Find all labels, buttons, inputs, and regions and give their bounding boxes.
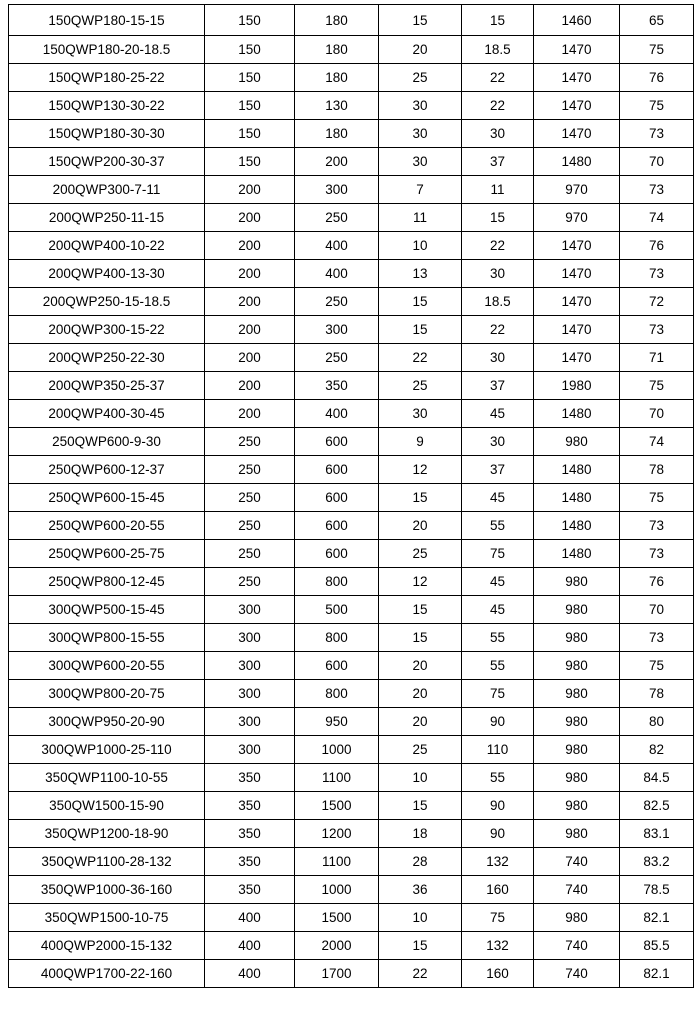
cell-power: 45 [462,484,534,512]
table-row [9,456,694,484]
cell-head: 25 [379,540,462,568]
cell-model: 350QWP1500-10-75 [9,904,205,932]
cell-power: 18.5 [462,36,534,64]
cell-head: 20 [379,708,462,736]
cell-bore: 150 [205,148,295,176]
cell-efficiency: 80 [620,708,694,736]
cell-efficiency: 76 [620,64,694,92]
cell-efficiency: 73 [620,512,694,540]
cell-speed: 980 [534,652,620,680]
cell-power: 22 [462,64,534,92]
cell-flow: 180 [295,5,379,36]
cell-power: 75 [462,904,534,932]
cell-bore: 200 [205,316,295,344]
cell-head: 18 [379,820,462,848]
cell-efficiency: 73 [620,316,694,344]
cell-power: 37 [462,456,534,484]
cell-head: 12 [379,456,462,484]
cell-speed: 980 [534,736,620,764]
cell-flow: 600 [295,484,379,512]
cell-flow: 2000 [295,932,379,960]
cell-power: 90 [462,708,534,736]
cell-flow: 350 [295,372,379,400]
cell-flow: 250 [295,204,379,232]
cell-head: 20 [379,680,462,708]
cell-model: 300QWP800-20-75 [9,680,205,708]
pump-spec-table [8,4,694,988]
cell-flow: 600 [295,540,379,568]
cell-model: 350QWP1200-18-90 [9,820,205,848]
cell-power: 18.5 [462,288,534,316]
cell-efficiency: 75 [620,484,694,512]
cell-speed: 970 [534,176,620,204]
cell-speed: 740 [534,960,620,988]
cell-speed: 980 [534,904,620,932]
cell-bore: 250 [205,428,295,456]
table-row [9,344,694,372]
cell-flow: 600 [295,512,379,540]
table-row [9,36,694,64]
cell-efficiency: 72 [620,288,694,316]
cell-power: 45 [462,568,534,596]
cell-bore: 400 [205,904,295,932]
cell-model: 300QWP950-20-90 [9,708,205,736]
cell-bore: 400 [205,960,295,988]
cell-power: 45 [462,400,534,428]
cell-power: 55 [462,652,534,680]
cell-flow: 800 [295,624,379,652]
cell-head: 36 [379,876,462,904]
cell-bore: 250 [205,540,295,568]
cell-power: 90 [462,792,534,820]
cell-speed: 980 [534,764,620,792]
cell-efficiency: 65 [620,5,694,36]
cell-model: 150QWP130-30-22 [9,92,205,120]
table-row [9,764,694,792]
table-row [9,372,694,400]
table-row [9,904,694,932]
table-row [9,316,694,344]
cell-model: 250QWP600-12-37 [9,456,205,484]
cell-model: 200QWP400-30-45 [9,400,205,428]
cell-efficiency: 74 [620,204,694,232]
table-row [9,5,694,36]
cell-flow: 1000 [295,876,379,904]
cell-speed: 980 [534,428,620,456]
cell-speed: 980 [534,792,620,820]
cell-head: 22 [379,344,462,372]
cell-flow: 180 [295,36,379,64]
cell-bore: 300 [205,596,295,624]
cell-model: 200QWP250-15-18.5 [9,288,205,316]
table-row [9,932,694,960]
cell-model: 150QWP180-30-30 [9,120,205,148]
cell-bore: 200 [205,288,295,316]
cell-model: 200QWP400-13-30 [9,260,205,288]
cell-model: 150QWP200-30-37 [9,148,205,176]
cell-efficiency: 78 [620,456,694,484]
cell-power: 22 [462,316,534,344]
table-row [9,876,694,904]
cell-head: 15 [379,484,462,512]
cell-efficiency: 78.5 [620,876,694,904]
cell-bore: 300 [205,624,295,652]
cell-head: 28 [379,848,462,876]
cell-head: 25 [379,736,462,764]
table-row [9,820,694,848]
cell-flow: 400 [295,400,379,428]
cell-bore: 300 [205,652,295,680]
cell-head: 22 [379,960,462,988]
table-row [9,120,694,148]
cell-power: 15 [462,5,534,36]
cell-power: 15 [462,204,534,232]
cell-efficiency: 76 [620,232,694,260]
cell-power: 22 [462,92,534,120]
cell-bore: 200 [205,232,295,260]
cell-efficiency: 70 [620,400,694,428]
cell-speed: 1470 [534,260,620,288]
cell-model: 300QWP1000-25-110 [9,736,205,764]
cell-head: 30 [379,120,462,148]
cell-flow: 1700 [295,960,379,988]
cell-speed: 1480 [534,484,620,512]
table-row [9,176,694,204]
cell-flow: 600 [295,456,379,484]
cell-head: 15 [379,624,462,652]
cell-flow: 1500 [295,792,379,820]
cell-model: 200QWP350-25-37 [9,372,205,400]
cell-head: 7 [379,176,462,204]
cell-power: 75 [462,540,534,568]
cell-bore: 350 [205,848,295,876]
cell-speed: 1470 [534,288,620,316]
cell-speed: 980 [534,680,620,708]
cell-bore: 350 [205,764,295,792]
cell-flow: 180 [295,120,379,148]
table-row [9,288,694,316]
table-row [9,400,694,428]
cell-head: 15 [379,792,462,820]
cell-speed: 1480 [534,456,620,484]
table-row [9,680,694,708]
cell-bore: 300 [205,736,295,764]
table-row [9,960,694,988]
cell-flow: 950 [295,708,379,736]
cell-model: 350QWP1100-28-132 [9,848,205,876]
cell-efficiency: 82 [620,736,694,764]
cell-power: 55 [462,764,534,792]
cell-head: 20 [379,652,462,680]
cell-flow: 200 [295,148,379,176]
table-row [9,92,694,120]
cell-power: 45 [462,596,534,624]
cell-speed: 1980 [534,372,620,400]
cell-efficiency: 75 [620,36,694,64]
cell-bore: 200 [205,204,295,232]
cell-speed: 1480 [534,400,620,428]
cell-speed: 980 [534,820,620,848]
cell-bore: 250 [205,456,295,484]
cell-flow: 800 [295,568,379,596]
cell-head: 10 [379,764,462,792]
cell-flow: 500 [295,596,379,624]
cell-head: 15 [379,932,462,960]
cell-efficiency: 73 [620,540,694,568]
cell-speed: 980 [534,596,620,624]
cell-bore: 300 [205,708,295,736]
cell-bore: 250 [205,568,295,596]
cell-flow: 600 [295,428,379,456]
cell-efficiency: 84.5 [620,764,694,792]
table-row [9,484,694,512]
cell-speed: 740 [534,932,620,960]
cell-head: 15 [379,316,462,344]
cell-head: 15 [379,288,462,316]
cell-efficiency: 83.1 [620,820,694,848]
cell-flow: 1500 [295,904,379,932]
cell-model: 400QWP1700-22-160 [9,960,205,988]
cell-efficiency: 71 [620,344,694,372]
cell-efficiency: 73 [620,176,694,204]
cell-head: 15 [379,5,462,36]
cell-bore: 150 [205,36,295,64]
cell-model: 250QWP800-12-45 [9,568,205,596]
cell-speed: 1470 [534,316,620,344]
cell-speed: 1470 [534,120,620,148]
cell-bore: 150 [205,120,295,148]
cell-power: 30 [462,344,534,372]
cell-head: 30 [379,148,462,176]
table-row [9,652,694,680]
table-row [9,204,694,232]
cell-model: 350QW1500-15-90 [9,792,205,820]
cell-flow: 250 [295,288,379,316]
cell-speed: 740 [534,876,620,904]
cell-speed: 1470 [534,64,620,92]
cell-speed: 1470 [534,36,620,64]
cell-flow: 250 [295,344,379,372]
table-row [9,792,694,820]
cell-efficiency: 73 [620,624,694,652]
cell-head: 20 [379,36,462,64]
cell-efficiency: 75 [620,372,694,400]
cell-model: 250QWP600-15-45 [9,484,205,512]
cell-power: 110 [462,736,534,764]
cell-flow: 1100 [295,848,379,876]
cell-model: 250QWP600-20-55 [9,512,205,540]
table-row [9,428,694,456]
cell-speed: 1480 [534,148,620,176]
cell-power: 11 [462,176,534,204]
cell-power: 37 [462,372,534,400]
cell-head: 10 [379,904,462,932]
cell-head: 10 [379,232,462,260]
cell-bore: 350 [205,876,295,904]
cell-power: 37 [462,148,534,176]
cell-bore: 150 [205,64,295,92]
table-row [9,624,694,652]
cell-head: 30 [379,400,462,428]
cell-model: 150QWP180-20-18.5 [9,36,205,64]
cell-efficiency: 82.1 [620,960,694,988]
cell-efficiency: 73 [620,260,694,288]
cell-flow: 1000 [295,736,379,764]
cell-head: 20 [379,512,462,540]
table-row [9,540,694,568]
cell-speed: 980 [534,624,620,652]
cell-head: 25 [379,64,462,92]
cell-head: 30 [379,92,462,120]
cell-bore: 150 [205,5,295,36]
cell-speed: 1480 [534,512,620,540]
cell-flow: 400 [295,260,379,288]
cell-speed: 1470 [534,232,620,260]
cell-flow: 1100 [295,764,379,792]
cell-flow: 180 [295,64,379,92]
cell-efficiency: 74 [620,428,694,456]
cell-efficiency: 70 [620,596,694,624]
cell-efficiency: 75 [620,652,694,680]
cell-power: 55 [462,624,534,652]
cell-bore: 200 [205,176,295,204]
cell-efficiency: 82.5 [620,792,694,820]
cell-model: 250QWP600-25-75 [9,540,205,568]
cell-head: 9 [379,428,462,456]
cell-speed: 1460 [534,5,620,36]
cell-flow: 300 [295,316,379,344]
cell-power: 90 [462,820,534,848]
cell-flow: 1200 [295,820,379,848]
cell-bore: 200 [205,400,295,428]
table-row [9,512,694,540]
cell-efficiency: 82.1 [620,904,694,932]
cell-efficiency: 70 [620,148,694,176]
cell-model: 150QWP180-15-15 [9,5,205,36]
cell-model: 200QWP300-7-11 [9,176,205,204]
table-body [9,5,694,988]
cell-bore: 200 [205,260,295,288]
cell-bore: 250 [205,484,295,512]
cell-head: 25 [379,372,462,400]
cell-speed: 740 [534,848,620,876]
table-row [9,148,694,176]
cell-speed: 1480 [534,540,620,568]
cell-power: 132 [462,848,534,876]
cell-power: 160 [462,960,534,988]
cell-flow: 130 [295,92,379,120]
cell-power: 160 [462,876,534,904]
cell-head: 15 [379,596,462,624]
cell-bore: 200 [205,372,295,400]
table-row [9,64,694,92]
cell-model: 350QWP1000-36-160 [9,876,205,904]
cell-bore: 350 [205,820,295,848]
table-row [9,596,694,624]
cell-flow: 800 [295,680,379,708]
table-row [9,848,694,876]
cell-model: 250QWP600-9-30 [9,428,205,456]
cell-model: 300QWP500-15-45 [9,596,205,624]
cell-model: 200QWP250-22-30 [9,344,205,372]
cell-model: 300QWP800-15-55 [9,624,205,652]
cell-bore: 200 [205,344,295,372]
cell-flow: 400 [295,232,379,260]
cell-head: 11 [379,204,462,232]
cell-bore: 350 [205,792,295,820]
cell-head: 13 [379,260,462,288]
cell-power: 30 [462,428,534,456]
cell-speed: 980 [534,568,620,596]
cell-flow: 300 [295,176,379,204]
cell-efficiency: 76 [620,568,694,596]
cell-speed: 1470 [534,92,620,120]
cell-model: 350QWP1100-10-55 [9,764,205,792]
cell-bore: 400 [205,932,295,960]
cell-power: 55 [462,512,534,540]
cell-power: 30 [462,120,534,148]
cell-head: 12 [379,568,462,596]
cell-speed: 980 [534,708,620,736]
cell-bore: 250 [205,512,295,540]
cell-efficiency: 83.2 [620,848,694,876]
cell-power: 22 [462,232,534,260]
table-row [9,708,694,736]
cell-model: 200QWP300-15-22 [9,316,205,344]
cell-efficiency: 75 [620,92,694,120]
table-row [9,260,694,288]
table-row [9,736,694,764]
table-row [9,568,694,596]
cell-model: 200QWP250-11-15 [9,204,205,232]
cell-flow: 600 [295,652,379,680]
cell-model: 300QWP600-20-55 [9,652,205,680]
cell-power: 132 [462,932,534,960]
cell-model: 400QWP2000-15-132 [9,932,205,960]
cell-efficiency: 85.5 [620,932,694,960]
cell-efficiency: 78 [620,680,694,708]
cell-efficiency: 73 [620,120,694,148]
cell-model: 150QWP180-25-22 [9,64,205,92]
cell-power: 75 [462,680,534,708]
cell-model: 200QWP400-10-22 [9,232,205,260]
table-row [9,232,694,260]
cell-bore: 150 [205,92,295,120]
cell-power: 30 [462,260,534,288]
cell-speed: 1470 [534,344,620,372]
cell-bore: 300 [205,680,295,708]
cell-speed: 970 [534,204,620,232]
